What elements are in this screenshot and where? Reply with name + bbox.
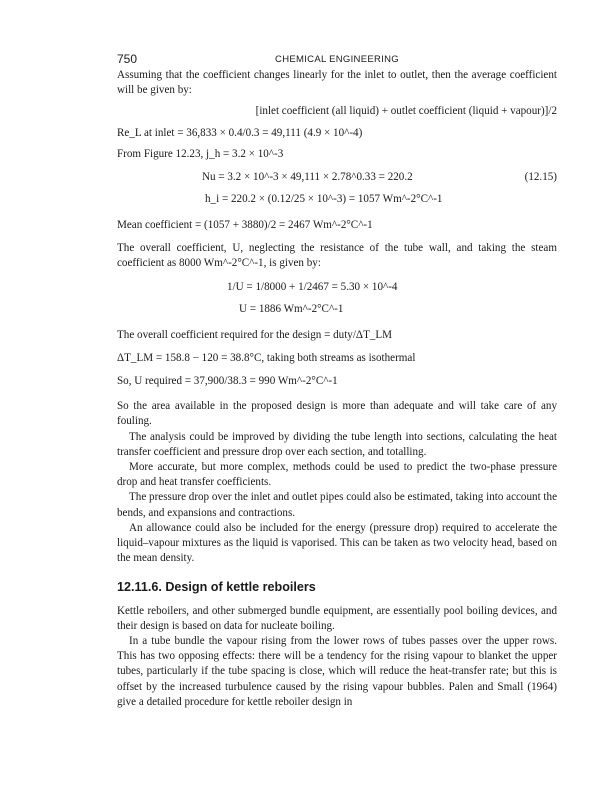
page-number: 750 (117, 52, 138, 66)
paragraph-accurate-methods: More accurate, but more complex, methods could be used to predict the two-phase pressure drop and heat transfer coefficients. (117, 461, 557, 489)
mean-coefficient-line: Mean coefficient = (1057 + 3880)/2 = 2467 Wm^-2°C^-1 (117, 219, 373, 232)
running-header (117, 52, 557, 68)
overall-coefficient-value-row (117, 302, 557, 318)
nusselt-equation-row (117, 170, 557, 186)
inside-coefficient-equation: h_i = 220.2 × (0.12/25 × 10^-3) = 1057 Wm^-2°C^-1 (205, 193, 443, 206)
section-heading: 12.11.6. Design of kettle reboilers (117, 580, 316, 595)
overall-coefficient-reciprocal-row (117, 280, 557, 296)
average-coefficient-equation: [inlet coefficient (all liquid) + outlet coefficient (liquid + vapour)]/2 (255, 105, 557, 118)
equation-number: (12.15) (524, 171, 557, 184)
log-mean-temperature-line: ΔT_LM = 158.8 − 120 = 38.8°C, taking both streams as isothermal (117, 351, 416, 364)
overall-coefficient-reciprocal: 1/U = 1/8000 + 1/2467 = 5.30 × 10^-4 (227, 280, 398, 293)
overall-coefficient-value: U = 1886 Wm^-2°C^-1 (239, 302, 344, 315)
paragraph-analysis: The analysis could be improved by dividing the tube length into sections, calculating the heat transfer coefficient and pressure drop over each section, and totalling. (117, 430, 557, 458)
paragraph-tube-bundle: In a tube bundle the vapour rising from the lower rows of tubes passes over the upper rows. This has two opposing effects: there will be a tendency for the rising vapour to blanket the upper tubes, particularly if the tube spacing is close, which will reduce the heat-transfer rate; but this is offset by the increased turbulence caused by the rising vapour bubbles. Palen and Small (1964) give a detailed procedure for kettle reboiler design in (117, 635, 557, 708)
paragraph-allowance: An allowance could also be included for the energy (pressure drop) required to accelerate the liquid–vapour mixtures as the liquid is vaporised. This can be taken as two velocity head, based on the mean density. (117, 521, 557, 565)
paragraph-area: So the area available in the proposed design is more than adequate and will take care of any fouling. (117, 400, 557, 428)
required-u-line: So, U required = 37,900/38.3 = 990 Wm^-2°C^-1 (117, 375, 338, 388)
figure-reference-line: From Figure 12.23, j_h = 3.2 × 10^-3 (117, 147, 284, 160)
paragraph-pressure-drop: The pressure drop over the inlet and outlet pipes could also be estimated, taking into account the bends, and expansions and contractions. (117, 491, 557, 519)
reynolds-line: Re_L at inlet = 36,833 × 0.4/0.3 = 49,111 (4.9 × 10^-4) (117, 126, 363, 139)
paragraph-kettle-intro: Kettle reboilers, and other submerged bundle equipment, are essentially pool boiling devices, and their design is based on data for nucleate boiling. (117, 604, 557, 632)
inside-coefficient-row (117, 192, 557, 208)
paragraph-overall-coefficient: The overall coefficient, U, neglecting the resistance of the tube wall, and taking the steam coefficient as 8000 Wm^-2°C^-1, is given by: (117, 242, 557, 270)
page (117, 52, 557, 710)
paragraph-assumption: Assuming that the coefficient changes linearly for the inlet to outlet, then the average coefficient will be given by: (117, 69, 557, 97)
required-coefficient-line: The overall coefficient required for the design = duty/ΔT_LM (117, 328, 393, 341)
running-title: CHEMICAL ENGINEERING (275, 54, 399, 65)
nusselt-equation: Nu = 3.2 × 10^-3 × 49,111 × 2.78^0.33 = 220.2 (202, 171, 413, 184)
